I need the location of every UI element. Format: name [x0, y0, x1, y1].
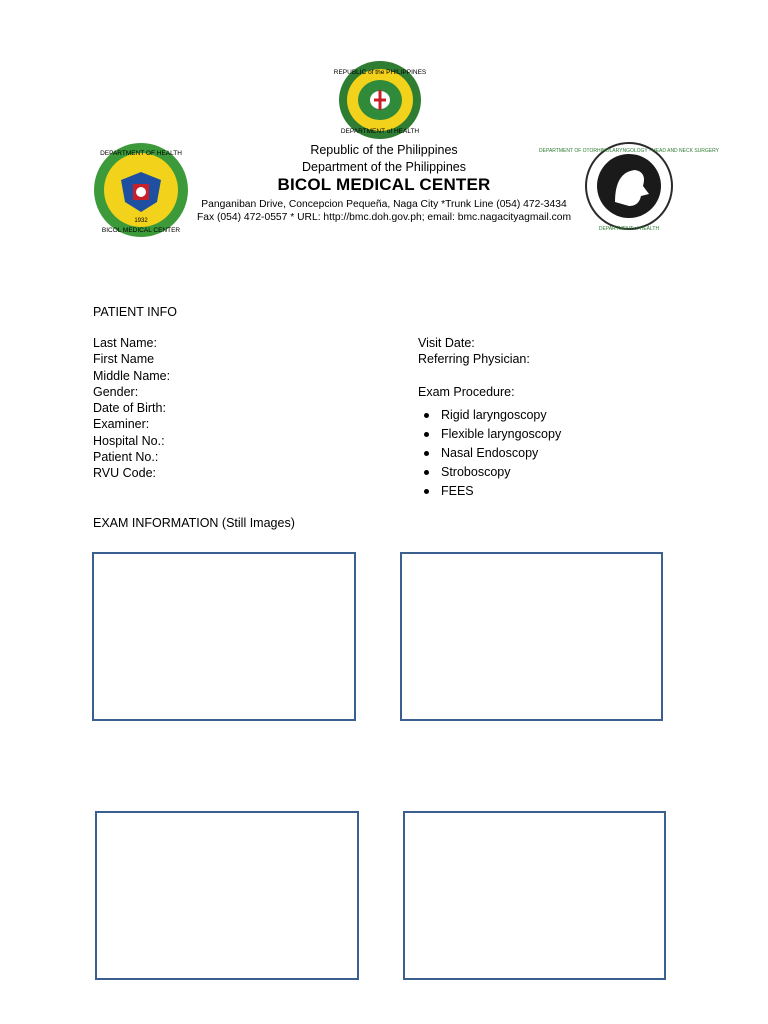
header-title: BICOL MEDICAL CENTER: [277, 175, 491, 194]
field-visit-date: Visit Date:: [418, 336, 475, 350]
seal-year: 1932: [134, 218, 148, 224]
bullet-icon: [424, 432, 429, 437]
field-date-of-birth: Date of Birth:: [93, 401, 166, 416]
header-address: Panganiban Drive, Concepcion Pequeña, Naga City *Trunk Line (054) 472-3434: [201, 199, 567, 210]
field-middle-name: Middle Name:: [93, 368, 171, 383]
procedure-label: FEES: [441, 484, 474, 498]
field-referring-physician: Referring Physician:: [418, 352, 530, 367]
field-gender: Gender:: [93, 384, 139, 399]
seal-text: BICOL MEDICAL CENTER: [101, 227, 181, 234]
field-hospital-no: Hospital No.:: [93, 433, 165, 448]
bullet-icon: [424, 489, 429, 494]
field-patient-no: Patient No.:: [93, 450, 159, 465]
field-examiner: Examiner:: [93, 417, 150, 432]
patient-info-heading: PATIENT INFO: [93, 305, 178, 319]
procedure-label: Nasal Endoscopy: [441, 446, 539, 460]
header-contact: Fax (054) 472-0557 * URL: http://bmc.doh.gov.ph; email: bmc.nagacityagmail.com: [196, 212, 572, 223]
list-item: [422, 406, 561, 425]
seal-text: DEPARTMENT of HEALTH: [340, 128, 420, 135]
seal-text: DEPARTMENT of HEALTH: [598, 226, 660, 232]
header-line-republic: Republic of the Philippines: [310, 143, 458, 157]
procedure-label: Flexible laryngoscopy: [441, 427, 562, 441]
exam-procedure-list: [422, 406, 561, 501]
bullet-icon: [424, 470, 429, 475]
still-image-box-2: [400, 552, 663, 721]
visit-fields: [418, 335, 530, 400]
field-exam-procedure: Exam Procedure:: [418, 384, 515, 399]
bullet-icon: [424, 451, 429, 456]
field-last-name: Last Name:: [93, 336, 157, 350]
still-image-box-3: [95, 811, 359, 980]
list-item: [422, 444, 561, 463]
letterhead: [93, 60, 719, 238]
field-first-name: First Name: [93, 352, 155, 367]
patient-fields: [93, 335, 170, 482]
spacer: [418, 368, 530, 384]
list-item: [422, 425, 561, 444]
procedure-label: Stroboscopy: [441, 465, 511, 479]
seal-text: DEPARTMENT OF HEALTH: [100, 150, 182, 157]
doh-seal-icon: [333, 60, 427, 140]
procedure-label: Rigid laryngoscopy: [441, 408, 547, 422]
still-image-box-1: [92, 552, 356, 721]
header-line-department: Department of the Philippines: [302, 160, 466, 174]
field-rvu-code: RVU Code:: [93, 466, 156, 481]
still-image-box-4: [403, 811, 666, 980]
list-item: [422, 482, 561, 501]
bullet-icon: [424, 413, 429, 418]
exam-info-heading: EXAM INFORMATION (Still Images): [93, 516, 295, 530]
list-item: [422, 463, 561, 482]
seal-text: REPUBLIC of the PHILIPPINES: [333, 69, 427, 76]
seal-text: DEPARTMENT OF OTORHINOLARYNGOLOGY - HEAD AND NECK SURGERY: [539, 148, 719, 154]
